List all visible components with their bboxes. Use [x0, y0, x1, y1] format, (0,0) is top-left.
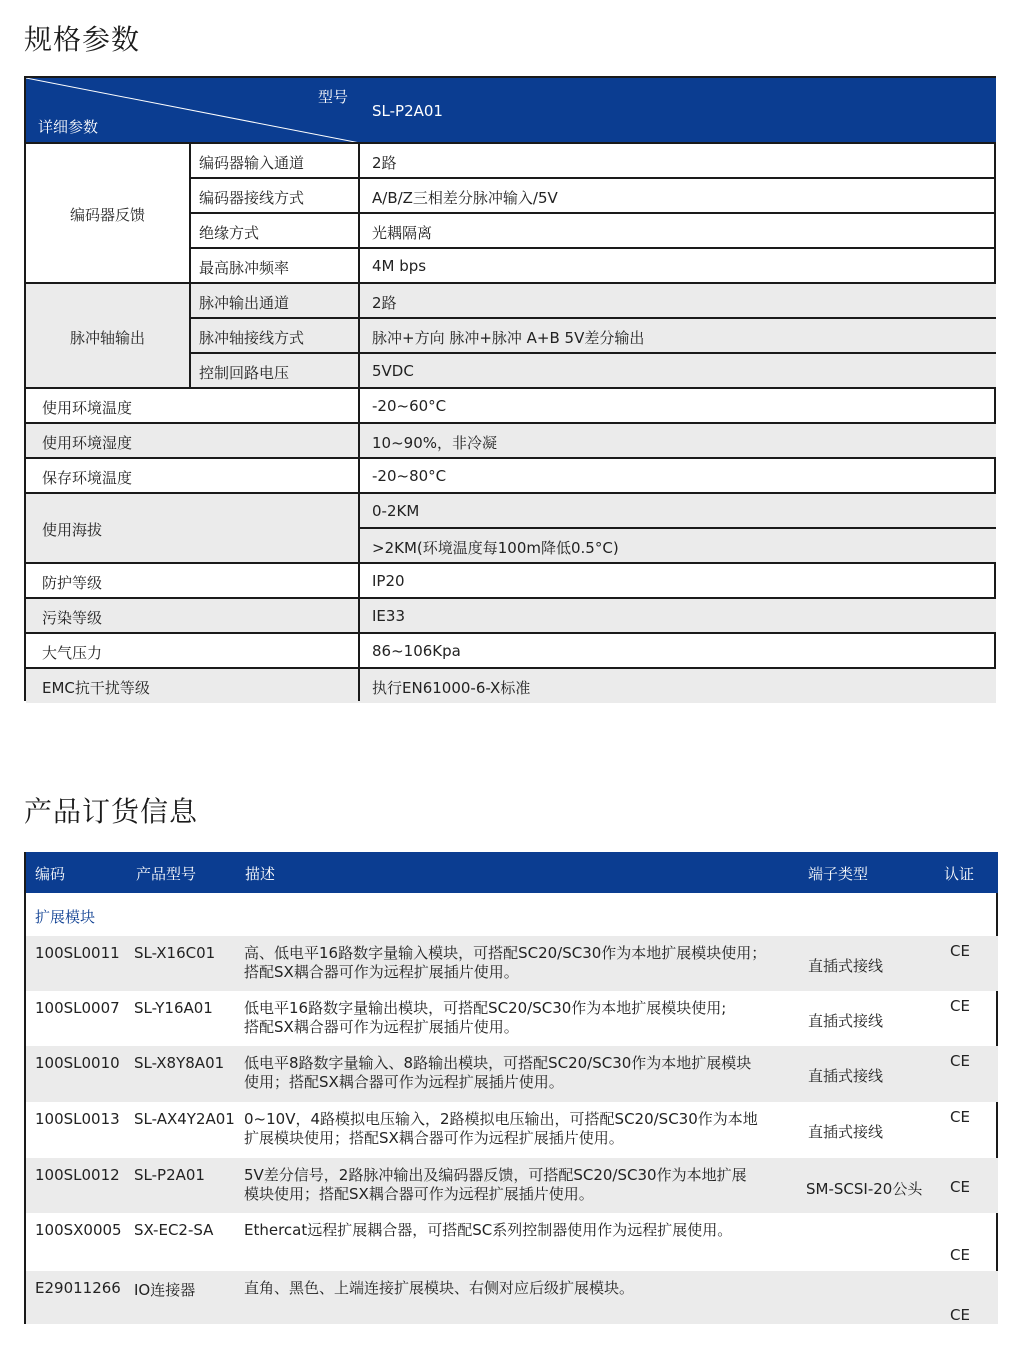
- col-desc-header: 描述: [245, 865, 276, 883]
- order-code: 100SX0005: [35, 1221, 122, 1239]
- order-cert: CE: [950, 1108, 970, 1126]
- category-label: 扩展模块: [35, 908, 96, 926]
- spec-param: 脉冲轴接线方式: [199, 329, 305, 347]
- spec-value: IP20: [372, 572, 405, 590]
- order-row: [26, 1102, 998, 1158]
- row-shade: [26, 423, 996, 458]
- order-desc-line1: 直角、黑色、上端连接扩展模块、右侧对应后级扩展模块。: [244, 1279, 635, 1297]
- order-code: E29011266: [35, 1279, 121, 1297]
- group-label-pulse: 脉冲轴输出: [70, 328, 146, 347]
- order-desc-line2: 模块使用；搭配SX耦合器可作为远程扩展插片使用。: [244, 1185, 594, 1203]
- order-terminal: 直插式接线: [808, 1123, 884, 1141]
- order-model: SX-EC2-SA: [134, 1221, 214, 1239]
- spec-param: 污染等级: [42, 609, 103, 627]
- spec-param: 编码器接线方式: [199, 189, 305, 207]
- spec-value: A/B/Z三相差分脉冲输入/5V: [372, 189, 558, 207]
- spec-param: 大气压力: [42, 644, 103, 662]
- order-row: [26, 991, 998, 1046]
- order-desc-line2: 扩展模块使用；搭配SX耦合器可作为远程扩展插片使用。: [244, 1129, 624, 1147]
- row-divider: [190, 317, 996, 319]
- spec-section-title: 规格参数: [24, 23, 141, 56]
- order-desc-line2: 搭配SX耦合器可作为远程扩展插片使用。: [244, 963, 519, 981]
- type-label: 型号: [317, 88, 348, 106]
- order-desc: [244, 999, 792, 1037]
- order-code: 100SL0011: [35, 944, 120, 962]
- order-section-title: 产品订货信息: [24, 795, 199, 828]
- row-shade: [26, 283, 996, 318]
- spec-value: >2KM(环境温度每100m降低0.5°C): [372, 539, 619, 557]
- col-code-header: 编码: [35, 865, 66, 883]
- order-model: SL-X16C01: [134, 944, 216, 962]
- order-cert: CE: [950, 1306, 970, 1324]
- row-divider: [26, 597, 996, 599]
- order-model: IO连接器: [134, 1281, 196, 1299]
- spec-param: 使用环境温度: [42, 399, 133, 417]
- row-divider: [190, 177, 996, 179]
- order-terminal: 直插式接线: [808, 1012, 884, 1030]
- spec-param: 编码器输入通道: [199, 154, 305, 172]
- row-shade: [26, 598, 996, 633]
- spec-value: -20~60°C: [372, 397, 447, 415]
- order-code: 100SL0012: [35, 1166, 120, 1184]
- order-model: SL-X8Y8A01: [134, 1054, 225, 1072]
- order-desc-line2: 使用；搭配SX耦合器可作为远程扩展插片使用。: [244, 1073, 564, 1091]
- spec-value: IE33: [372, 607, 405, 625]
- order-model: SL-AX4Y2A01: [134, 1110, 235, 1128]
- order-desc: [244, 1279, 792, 1298]
- col-divider: [358, 143, 360, 701]
- spec-param: 绝缘方式: [199, 224, 260, 242]
- row-divider: [26, 142, 996, 144]
- order-cert: CE: [950, 942, 970, 960]
- row-divider: [26, 492, 996, 494]
- spec-param: 使用环境湿度: [42, 434, 133, 452]
- spec-table: [24, 76, 996, 701]
- order-desc-line1: 低电平16路数字量输出模块，可搭配SC20/SC30作为本地扩展模块使用;: [244, 999, 727, 1017]
- altitude-label: 使用海拔: [42, 521, 103, 539]
- order-cert: CE: [950, 1052, 970, 1070]
- row-divider: [360, 527, 996, 529]
- order-desc-line1: 0~10V，4路模拟电压输入，2路模拟电压输出，可搭配SC20/SC30作为本地: [244, 1110, 758, 1128]
- group-label-encoder: 编码器反馈: [70, 206, 146, 224]
- spec-value: 光耦隔离: [372, 224, 433, 242]
- order-cert: CE: [950, 1246, 970, 1264]
- spec-header-corner: [26, 78, 360, 143]
- order-desc-line1: 低电平8路数字量输入、8路输出模块，可搭配SC20/SC30作为本地扩展模块: [244, 1054, 752, 1072]
- row-divider: [26, 282, 996, 284]
- order-desc-line2: 搭配SX耦合器可作为远程扩展插片使用。: [244, 1018, 519, 1036]
- col-model-header: 产品型号: [136, 865, 197, 883]
- col-cert-header: 认证: [944, 865, 975, 883]
- order-terminal: SM-SCSI-20公头: [806, 1180, 923, 1198]
- spec-param: 控制回路电压: [199, 364, 290, 382]
- order-desc: [244, 1221, 792, 1240]
- order-terminal: 直插式接线: [808, 957, 884, 975]
- row-divider: [26, 387, 996, 389]
- row-divider: [26, 562, 996, 564]
- spec-value: 10~90%，非冷凝: [372, 434, 497, 452]
- row-divider: [190, 212, 996, 214]
- spec-value: 2路: [372, 154, 397, 172]
- row-shade: [26, 353, 996, 388]
- col-terminal-header: 端子类型: [808, 865, 869, 883]
- row-divider: [26, 667, 996, 669]
- order-desc-line1: 5V差分信号，2路脉冲输出及编码器反馈，可搭配SC20/SC30作为本地扩展: [244, 1166, 747, 1184]
- spec-value: -20~80°C: [372, 467, 447, 485]
- spec-value: 2路: [372, 294, 397, 312]
- row-divider: [190, 352, 996, 354]
- row-divider: [26, 457, 996, 459]
- spec-value: 5VDC: [372, 362, 414, 380]
- spec-param: 保存环境温度: [42, 469, 133, 487]
- col-divider: [189, 143, 191, 388]
- order-code: 100SL0007: [35, 999, 120, 1017]
- order-cert: CE: [950, 1178, 970, 1196]
- order-desc-line1: 高、低电平16路数字量输入模块，可搭配SC20/SC30作为本地扩展模块使用；: [244, 944, 767, 962]
- order-row: [26, 1213, 998, 1271]
- row-divider: [190, 247, 996, 249]
- order-model: SL-P2A01: [134, 1166, 205, 1184]
- order-row: [26, 1046, 998, 1102]
- order-desc: [244, 1110, 792, 1148]
- order-code: 100SL0010: [35, 1054, 120, 1072]
- order-cert: CE: [950, 997, 970, 1015]
- spec-param: 脉冲输出通道: [199, 294, 290, 312]
- spec-param: EMC抗干扰等级: [42, 679, 150, 697]
- spec-value: 0-2KM: [372, 502, 420, 520]
- order-table: [24, 852, 998, 1324]
- order-code: 100SL0013: [35, 1110, 120, 1128]
- spec-header-model: SL-P2A01: [360, 78, 996, 143]
- detail-label: 详细参数: [38, 118, 99, 136]
- spec-value: 执行EN61000-6-X标准: [372, 679, 531, 697]
- spec-value: 86~106Kpa: [372, 642, 461, 660]
- order-row: [26, 1158, 998, 1213]
- order-desc: [244, 1054, 792, 1092]
- order-model: SL-Y16A01: [134, 999, 213, 1017]
- order-table-header: [26, 852, 998, 893]
- order-desc: [244, 1166, 792, 1204]
- order-terminal: 直插式接线: [808, 1067, 884, 1085]
- order-desc-line1: Ethercat远程扩展耦合器，可搭配SC系列控制器使用作为远程扩展使用。: [244, 1221, 733, 1239]
- spec-param: 最高脉冲频率: [199, 259, 290, 277]
- order-row: [26, 1271, 998, 1324]
- row-divider: [26, 422, 996, 424]
- spec-param: 防护等级: [42, 574, 103, 592]
- row-divider: [26, 632, 996, 634]
- spec-value: 脉冲+方向 脉冲+脉冲 A+B 5V差分输出: [372, 329, 645, 347]
- row-shade: [26, 493, 996, 528]
- order-row: [26, 936, 998, 991]
- spec-value: 4M bps: [372, 257, 427, 275]
- order-desc: [244, 944, 792, 982]
